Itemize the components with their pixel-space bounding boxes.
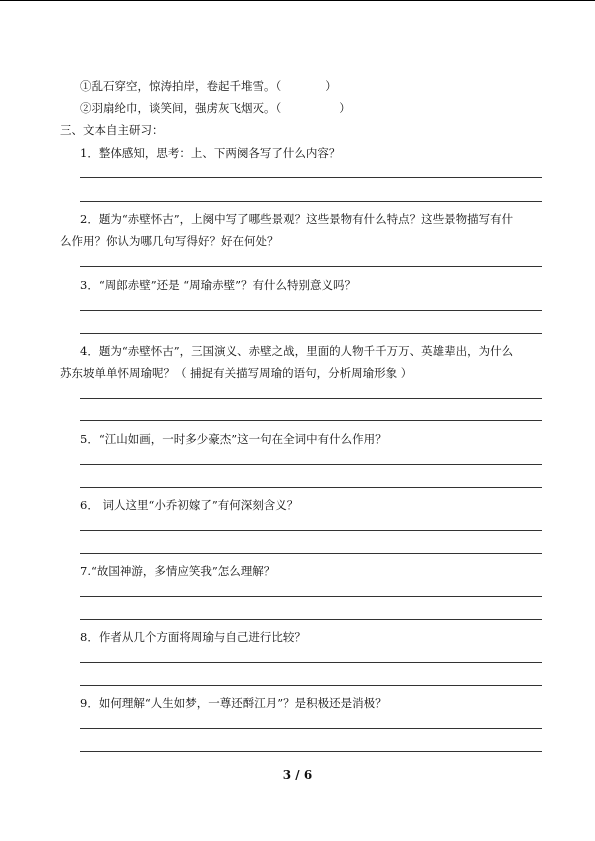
page-number: 3 / 6	[282, 768, 313, 782]
answer-line	[80, 662, 542, 663]
question-2-line-2: 么作用？你认为哪几句写得好？好在何处？	[60, 234, 279, 248]
question-2-line-1: 2．题为“赤壁怀古”，上阕中写了哪些景观？这些景物有什么特点？这些景物描写有什	[80, 212, 514, 226]
option-1	[80, 78, 337, 94]
question-6: 6． 词人这里“小乔初嫁了”有何深刻含义？	[80, 498, 299, 512]
answer-line	[80, 487, 542, 488]
option-1-close: ）	[325, 79, 337, 93]
answer-line	[80, 310, 542, 311]
answer-line	[80, 685, 542, 686]
option-2	[80, 100, 351, 116]
question-3: 3．“周郎赤壁”还是 “周瑜赤壁”？有什么特别意义吗？	[80, 278, 356, 292]
question-4-line-1: 4．题为“赤壁怀古”，三国演义、赤壁之战，里面的人物千千万万、英雄辈出，为什么	[80, 344, 514, 358]
question-9: 9．如何理解“人生如梦，一尊还酹江月”？是积极还是消极？	[80, 696, 387, 710]
answer-line	[80, 420, 542, 421]
top-border	[0, 0, 595, 1]
option-2-close: ）	[339, 101, 351, 115]
question-7: 7.“故国神游，多情应笑我”怎么理解？	[80, 564, 276, 578]
answer-line	[80, 553, 542, 554]
answer-line	[80, 177, 542, 178]
answer-line	[80, 596, 542, 597]
section-title: 三、文本自主研习：	[60, 123, 164, 137]
answer-line	[80, 266, 542, 267]
answer-line	[80, 619, 542, 620]
option-2-text: ②羽扇纶巾，谈笑间，强虏灰飞烟灭。（	[80, 101, 282, 115]
answer-line	[80, 398, 542, 399]
answer-line	[80, 201, 542, 202]
answer-line	[80, 728, 542, 729]
answer-line	[80, 464, 542, 465]
question-5: 5．“江山如画，一时多少豪杰”这一句在全词中有什么作用？	[80, 432, 387, 446]
question-8: 8．作者从几个方面将周瑜与自己进行比较？	[80, 630, 306, 644]
question-1: 1．整体感知，思考：上、下两阕各写了什么内容？	[80, 146, 341, 160]
option-1-text: ①乱石穿空，惊涛拍岸，卷起千堆雪。（	[80, 79, 282, 93]
answer-line	[80, 751, 542, 752]
question-4-line-2: 苏东坡单单怀周瑜呢？（ 捕捉有关描写周瑜的语句，分析周瑜形象 ）	[60, 366, 413, 380]
answer-line	[80, 333, 542, 334]
answer-line	[80, 530, 542, 531]
